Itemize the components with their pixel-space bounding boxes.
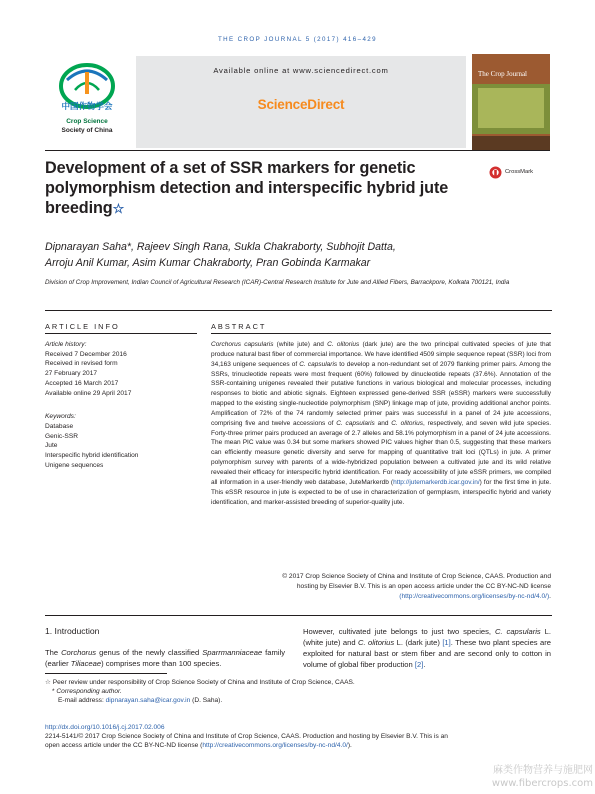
history-item: Accepted 16 March 2017 [45,379,119,387]
license-link[interactable]: http://creativecommons.org/licenses/by-nc-nd/4.0/ [202,742,348,750]
keyword: Jute [45,442,58,450]
introduction-paragraph-1: The Corchorus genus of the newly classified Sparrmanniaceae family (earlier Tiliaceae) comprises more than 100 species. [45,648,285,668]
footnote-rule [45,673,167,674]
cover-title: The Crop Journal [478,70,527,78]
introduction-heading: 1. Introduction [45,626,100,636]
reference-link[interactable]: [2] [414,660,424,669]
jutemarkerdb-link[interactable]: http://jutemarkerdb.icar.gov.in/ [393,478,480,486]
reference-link[interactable]: [1] [442,638,451,647]
abstract-heading: ABSTRACT [211,322,267,331]
keywords-label: Keywords: [45,413,76,421]
footnotes: ☆ Peer review under responsibility of Crop Science Society of China and Institute of Crop Science, CAAS. * Corresponding author. E-mail address: dipnarayan.saha@icar.gov.in (D. Saha). [45,678,555,706]
keyword: Database [45,422,74,430]
title-star-icon[interactable]: ☆ [112,201,125,216]
sciencedirect-logo[interactable]: ScienceDirect [257,97,345,112]
abstract-text: Corchorus capsularis (white jute) and C. olitorius (dark jute) are the two principal cultivated species of jute that produce natural bast fiber of commercial importance. We have identified 4509 simple sequence repeat (SSR) loci from 34,163 unigene sequences of C. capsularis to develop a non-redundant set of 2079 flanking primer pairs. Among the SSRs, trinucleotide repeats were most frequent (60%) followed by dinucleotide repeats (37.6%). Annotation of the SSR-containing unigenes revealed their putative functions in various biological and molecular processes, including responses to biotic and abiotic signals. Eighteen expressed gene-derived SSR (eSSR) markers were successfully mapped to the existing single-nucleotide polymorphism (SNP) linkage map of jute, providing additional anchor points. Amplification of 72% of the 74 randomly selected primer pairs was successful in a panel of 24 jute accessions, comprising five and twelve accessions of C. capsularis and C. olitorius, respectively, and seven wild jute species. Forty-three primer pairs produced an average of 2.7 alleles and 58.1% polymorphism in a panel of 24 jute accessions. The mean PIC value was 0.34 but some markers showed PIC values higher than 0.5, suggesting that these markers can efficiently measure genetic diversity and serve for mapping of quantitative trait loci (QTLs) in jute. A primer polymorphism survey with parents of a wide-hybridized population between a cultivated jute and its wild relative revealed their efficacy for interspecific hybrid identification. For ready accessibility of jute eSSR primers, we compiled all information in a user-friendly web database, JuteMarkerdb (http://jutemarkerdb.icar.gov.in/) for the first time in jute. This eSSR resource in jute is expected to be of use in characterization of germplasm, interspecific hybrid and variety identification, and marker-assisted breeding of superior-quality jute. [211,341,552,506]
journal-running-head: THE CROP JOURNAL 5 (2017) 416–429 [217,36,377,43]
introduction-paragraph-2: However, cultivated jute belongs to just two species, C. capsularis L. (white jute) and C. olitorius L. (dark jute) [1]. These two plant species are exploited for natural bast or stem fiber and are second only to cotton in volume of global fiber production [2]. [303,627,551,669]
crossmark-label[interactable]: CrossMark [505,169,534,175]
article-info-rule [45,333,197,334]
society-name-line2: Society of China [61,127,113,134]
article-title-text: Development of a set of SSR markers for genetic polymorphism detection and interspecific hybrid jute breeding [45,159,449,217]
history-item: Available online 29 April 2017 [45,389,132,397]
article-info-heading: ARTICLE INFO [45,322,120,331]
doi-block: http://dx.doi.org/10.1016/j.cj.2017.02.006 2214-5141/© 2017 Crop Science Society of China and Institute of Crop Science, CAAS. Production and hosting by Elsevier B.V. This is an open access article under the CC BY-NC-ND license (http://creativecommons.org/licenses/by-nc-nd/4.0/). [45,723,555,751]
site-watermark: 麻类作物营养与施肥网 www.fibercrops.com [491,765,593,789]
history-item: Received in revised form [45,360,118,368]
corresponding-author-note: Corresponding author. [56,688,122,696]
author-line-2[interactable]: Arroju Anil Kumar, Asim Kumar Chakraborty, Pran Gobinda Karmakar [45,257,371,269]
article-info [45,340,197,470]
body-rule [45,615,552,616]
keyword: Genic-SSR [45,432,78,440]
affiliation: Division of Crop Improvement, Indian Council of Agricultural Research (ICAR)-Central Research Institute for Jute and Allied Fibers, Barrackpore, Kolkata 700121, India [45,279,510,286]
keyword: Interspecific hybrid identification [45,452,139,460]
abstract-rule [211,333,551,334]
article-title [45,158,475,219]
peer-review-note: ☆ Peer review under responsibility of Crop Science Society of China and Institute of Crop Science, CAAS. [45,679,355,686]
available-online-text: Available online at www.sciencedirect.com [213,66,389,75]
history-item: Received 7 December 2016 [45,350,127,358]
author-email-link[interactable]: dipnarayan.saha@icar.gov.in [105,697,191,705]
author-list [45,239,555,271]
doi-link[interactable]: http://dx.doi.org/10.1016/j.cj.2017.02.006 [45,724,165,731]
society-name-cn: 中国作物学会 [61,102,113,112]
crossmark-icon[interactable] [489,166,502,179]
abstract-copyright: © 2017 Crop Science Society of China and Institute of Crop Science, CAAS. Production and hosting by Elsevier B.V. This is an open access article under the CC BY-NC-ND license (http://creativecommons.org/licenses/by-nc-nd/4.0/). [282,573,551,600]
section-rule [45,310,552,311]
author-line-1[interactable]: Dipnarayan Saha*, Rajeev Singh Rana, Sukla Chakraborty, Subhojit Datta, [45,241,396,253]
society-name-line1: Crop Science [66,118,108,125]
license-link[interactable]: (http://creativecommons.org/licenses/by-nc-nd/4.0/) [399,593,550,600]
header-rule [45,150,550,151]
history-item: 27 February 2017 [45,370,98,378]
keyword: Unigene sequences [45,461,104,469]
history-label: Article history: [45,341,87,348]
journal-cover-image [472,54,550,150]
